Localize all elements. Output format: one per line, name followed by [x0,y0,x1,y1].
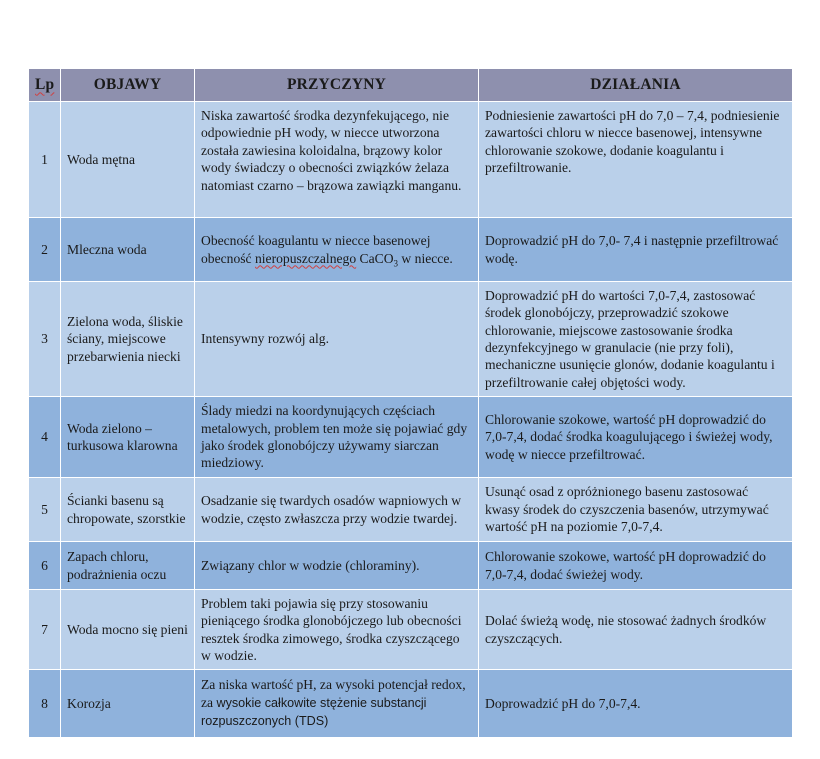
cell-dzialania: Chlorowanie szokowe, wartość pH doprowadzić do 7,0-7,4, dodać świeżej wody. [479,542,793,590]
cell-lp: 4 [29,397,61,478]
header-dzialania: DZIAŁANIA [479,69,793,102]
header-objawy: OBJAWY [61,69,195,102]
cell-przyczyny: Problem taki pojawia się przy stosowaniu pieniącego środka glonobójczego lub obecności resztek środka zimowego, środka czyszczącego w wodzie. [195,590,479,670]
cell-objawy: Zapach chloru, podrażnienia oczu [61,542,195,590]
cell-lp: 3 [29,282,61,397]
cell-lp: 2 [29,218,61,282]
cell-lp: 6 [29,542,61,590]
cell-objawy: Korozja [61,670,195,738]
cell-objawy: Woda mętna [61,102,195,218]
cell-przyczyny: Obecność koagulantu w niecce basenowej obecność nieropuszczalnego CaCO$_3$ w niecce. [195,218,479,282]
cell-objawy: Zielona woda, śliskie ściany, miejscowe przebarwienia niecki [61,282,195,397]
cell-przyczyny: Intensywny rozwój alg. [195,282,479,397]
cell-przyczyny: Związany chlor w wodzie (chloraminy). [195,542,479,590]
spellcheck-word: nieropuszczalnego [254,250,357,266]
cell-przyczyny: Niska zawartość środka dezynfekującego, nie odpowiednie pH wody, w niecce utworzona została zawiesina koloidalna, brązowy kolor wody świadczy o obecności związków żelaza natomiast czarno – brązowa zawiązki manganu. [195,102,479,218]
pool-water-problems-table [28,68,793,738]
cell-dzialania: Doprowadzić pH do 7,0-7,4. [479,670,793,738]
table-row [29,102,793,218]
table-row [29,670,793,738]
cell-przyczyny: Za niska wartość pH, za wysoki potencjał redox, za wysokie całkowite stężenie substancji rozpuszczonych (TDS) [195,670,479,738]
header-przyczyny: PRZYCZYNY [195,69,479,102]
cell-przyczyny: Ślady miedzi na koordynujących częściach metalowych, problem ten może się pojawiać gdy jako środek glonobójczy używamy siarczan miedziowy. [195,397,479,478]
table-row [29,590,793,670]
cell-dzialania: Dolać świeżą wodę, nie stosować żadnych środków czyszczących. [479,590,793,670]
cell-objawy: Woda mocno się pieni [61,590,195,670]
cell-objawy: Woda zielono – turkusowa klarowna [61,397,195,478]
cell-dzialania: Chlorowanie szokowe, wartość pH doprowadzić do 7,0-7,4, dodać środka koagulującego i świeżej wody, wodę w niecce przefiltrować. [479,397,793,478]
cell-dzialania: Doprowadzić pH do 7,0- 7,4 i następnie przefiltrować wodę. [479,218,793,282]
cell-dzialania: Usunąć osad z opróżnionego basenu zastosować kwasy środek do czyszczenia basenów, utrzymywać wartość pH na poziomie 7,0-7,4. [479,478,793,542]
table-row [29,397,793,478]
cell-lp: 1 [29,102,61,218]
cell-lp: 8 [29,670,61,738]
cell-objawy: Mleczna woda [61,218,195,282]
header-row [29,69,793,102]
cell-dzialania: Doprowadzić pH do wartości 7,0-7,4, zastosować środek glonobójczy, przeprowadzić szokowe chlorowanie, miejscowe zastosowanie środka dezynfekcyjnego w granulacie (nie przy foli), mechaniczne usunięcie glonów, dodanie koagulantu i przefiltrowanie całej objętości wody. [479,282,793,397]
table-row [29,478,793,542]
cell-dzialania: Podniesienie zawartości pH do 7,0 – 7,4, podniesienie zawartości chloru w niecce basenowej, intensywne chlorowanie szokowe, dodanie koagulantu i przefiltrowanie. [479,102,793,218]
header-lp: Lp [29,69,61,102]
cell-lp: 7 [29,590,61,670]
table-row [29,542,793,590]
cell-lp: 5 [29,478,61,542]
cell-przyczyny: Osadzanie się twardych osadów wapniowych w wodzie, często zwłaszcza przy wodzie twardej. [195,478,479,542]
table-row [29,282,793,397]
table-row [29,218,793,282]
cell-objawy: Ścianki basenu są chropowate, szorstkie [61,478,195,542]
